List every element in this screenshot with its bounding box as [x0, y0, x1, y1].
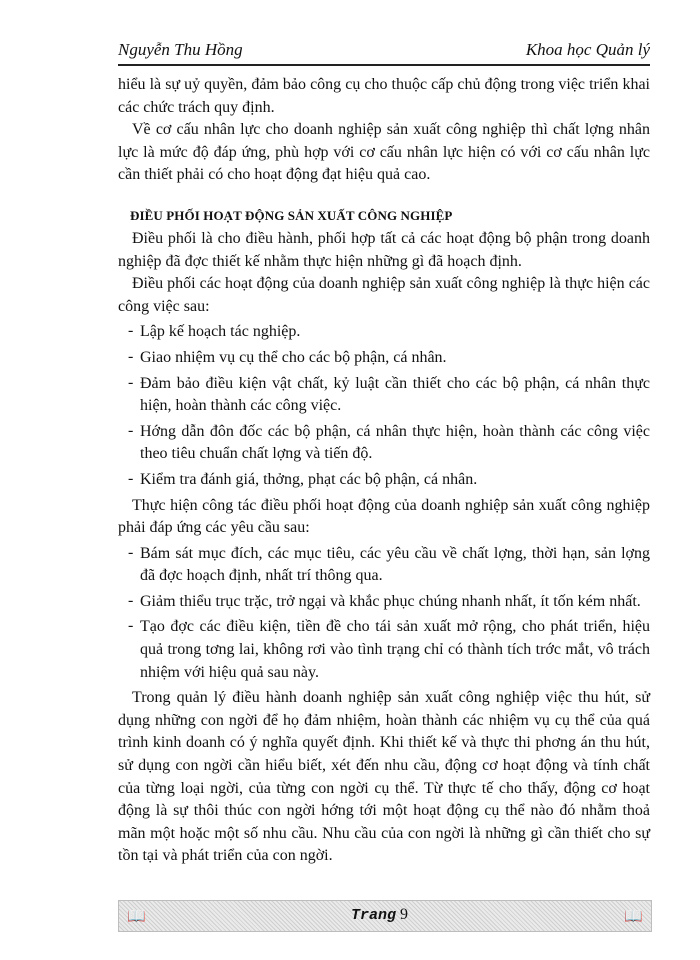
header-author: Nguyễn Thu Hồng: [118, 40, 243, 59]
book-icon: 📖: [624, 909, 643, 925]
task-list: [118, 321, 650, 491]
paragraph: Thực hiện công tác điều phối hoạt động của doanh nghiệp sản xuất công nghiệp phải đáp ứng các yêu cầu sau:: [118, 496, 650, 537]
paragraph: Điều phối các hoạt động của doanh nghiệp sản xuất công nghiệp là thực hiện các công việc sau:: [118, 275, 650, 315]
paragraph: Điều phối là cho điều hành, phối hợp tất cả các hoạt động bộ phận trong doanh nghiệp đã đợc thiết kế nhằm thực hiện những gì đã hoạch định.: [118, 229, 650, 270]
page-indicator: [351, 906, 408, 924]
page-label: Trang: [351, 907, 397, 924]
spacer: [118, 187, 650, 207]
list-item: - Kiểm tra đánh giá, thởng, phạt các bộ phận, cá nhân.: [118, 469, 650, 492]
list-item: - Giảm thiểu trục trặc, trở ngại và khắc phục chúng nhanh nhất, ít tốn kém nhất.: [118, 591, 650, 614]
book-icon: 📖: [127, 909, 146, 925]
list-item: - Bám sát mục đích, các mục tiêu, các yêu cầu về chất lợng, thời hạn, sản lợng đã đợc hoạch định, nhất trí thông qua.: [118, 543, 650, 588]
section-heading: ĐIỀU PHỐI HOẠT ĐỘNG SẢN XUẤT CÔNG NGHIỆP: [130, 207, 453, 223]
header-subject: Khoa học Quản lý: [525, 40, 650, 59]
list-item: - Tạo đợc các điều kiện, tiền đề cho tái sản xuất mở rộng, cho phát triển, hiệu quả trong tơng lai, không rơi vào tình trạng chỉ có thành tích trớc mắt, vô trách nhiệm với hiệu quả sau này.: [118, 616, 650, 684]
page-header: [118, 40, 650, 66]
list-item: - Hớng dẫn đôn đốc các bộ phận, cá nhân thực hiện, hoàn thành các công việc theo tiêu chuẩn chất lợng và tiến độ.: [118, 421, 650, 466]
requirement-list: [118, 543, 650, 685]
list-item: - Đảm bảo điều kiện vật chất, kỷ luật cần thiết cho các bộ phận, cá nhân thực hiện, hoàn thành các công việc.: [118, 373, 650, 418]
page-number: 9: [400, 906, 409, 923]
list-item: - Giao nhiệm vụ cụ thể cho các bộ phận, cá nhân.: [118, 347, 650, 370]
paragraph: hiểu là sự uỷ quyền, đảm bảo công cụ cho thuộc cấp chủ động trong việc triển khai các chức trách quy định.: [118, 76, 650, 116]
paragraph: Trong quản lý điều hành doanh nghiệp sản xuất công nghiệp việc thu hút, sử dụng những con ngời để họ đảm nhiệm, hoàn thành các nhiệm vụ cụ thể của quá trình kinh doanh có ý nghĩa quyết định. Khi thiết kế và thực thi phơng án thu hút, sử dụng con ngời cần hiểu biết, xét đến nhu cầu, động cơ hoạt động và tính chất của từng loại ngời, của từng con ngời cụ thể. Từ thực tế cho thấy, động cơ hoạt động là sự thôi thúc con ngời hớng tới một hoạt động cụ thể nào đó nhằm thoả mãn một hoặc một số nhu cầu. Nhu cầu của con ngời là những gì cần thiết cho sự tồn tại và phát triển của con ngời.: [118, 689, 650, 865]
paragraph: Về cơ cấu nhân lực cho doanh nghiệp sản xuất công nghiệp thì chất lợng nhân lực là mức độ đáp ứng, phù hợp với cơ cấu nhân lực hiện có với cơ cấu nhân lực cần thiết phải có cho hoạt động đạt hiệu quả cao.: [118, 121, 650, 184]
page-footer: [118, 900, 652, 932]
list-item: - Lập kế hoạch tác nghiệp.: [118, 321, 650, 344]
page-body: [118, 74, 650, 868]
